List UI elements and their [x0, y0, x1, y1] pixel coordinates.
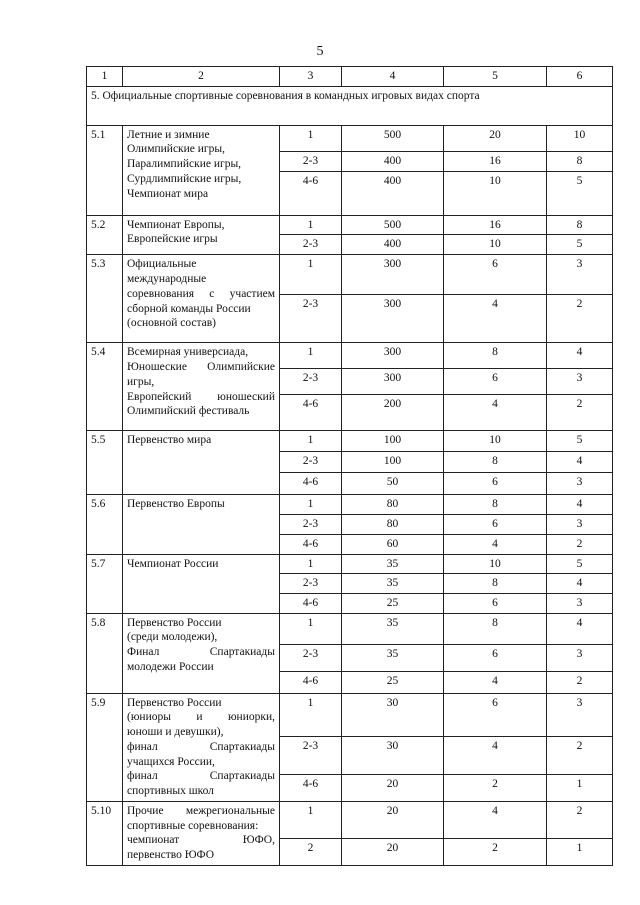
place-cell: 1: [280, 215, 342, 235]
competition-name-line: [127, 433, 275, 448]
competition-name: [123, 431, 280, 495]
table-row: [87, 613, 613, 644]
col6-cell: 5: [547, 431, 613, 452]
col5-cell: 8: [444, 613, 547, 644]
col5-cell: 6: [444, 255, 547, 295]
points-cell: 400: [342, 151, 444, 171]
col5-cell: 2: [444, 838, 547, 865]
item-number: 5.10: [87, 801, 123, 865]
word: соревнования: [127, 287, 195, 300]
col6-cell: 1: [547, 774, 613, 801]
points-cell: 30: [342, 736, 444, 774]
col6-cell: 1: [547, 838, 613, 865]
place-cell: 1: [280, 255, 342, 295]
competition-name-line: [127, 710, 275, 725]
word: Летние и зимние: [127, 128, 210, 141]
word: Чемпионат мира: [127, 187, 209, 200]
col6-cell: 5: [547, 171, 613, 215]
col5-cell: 4: [444, 395, 547, 431]
word: Первенство России: [127, 696, 222, 709]
place-cell: 4-6: [280, 395, 342, 431]
table-row: [87, 431, 613, 452]
word: Чемпионат России: [127, 557, 219, 570]
col6-cell: 10: [547, 125, 613, 151]
points-cell: 30: [342, 693, 444, 736]
table-row: [87, 801, 613, 838]
word: спортивные соревнования:: [127, 819, 259, 832]
column-header: 6: [547, 67, 613, 87]
word: Европейский: [127, 390, 192, 403]
competition-name-line: [127, 848, 275, 863]
word: учащихся России,: [127, 755, 215, 768]
place-cell: 4-6: [280, 594, 342, 614]
item-number: 5.9: [87, 693, 123, 801]
competition-name-line: [127, 360, 275, 375]
place-cell: 1: [280, 693, 342, 736]
competition-name-line: [127, 497, 275, 512]
word: Первенство мира: [127, 434, 212, 447]
col6-cell: 4: [547, 452, 613, 473]
col6-cell: 3: [547, 644, 613, 671]
word: Сурдлимпийские игры,: [127, 172, 242, 185]
item-number: 5.4: [87, 343, 123, 431]
col5-cell: 4: [444, 295, 547, 343]
word: межрегиональные: [185, 804, 275, 817]
item-number: 5.6: [87, 495, 123, 554]
place-cell: 1: [280, 431, 342, 452]
place-cell: 2-3: [280, 235, 342, 255]
points-cell: 35: [342, 644, 444, 671]
competition-name-line: [127, 172, 275, 187]
points-cell: 300: [342, 369, 444, 395]
competition-name: [123, 495, 280, 554]
competition-name-line: [127, 769, 275, 784]
points-cell: 50: [342, 473, 444, 495]
points-cell: 60: [342, 534, 444, 554]
word: (основной состав): [127, 317, 217, 330]
competition-name-line: [127, 257, 275, 272]
col6-cell: 4: [547, 613, 613, 644]
results-table: [86, 66, 613, 866]
word: Олимпийские игры,: [127, 143, 225, 156]
word: Олимпийский фестиваль: [127, 405, 250, 418]
word: и: [196, 711, 203, 724]
col5-cell: 10: [444, 171, 547, 215]
word: юношеский: [217, 390, 275, 403]
place-cell: 2-3: [280, 644, 342, 671]
competition-name: [123, 693, 280, 801]
competition-name-line: [127, 725, 275, 740]
col5-cell: 10: [444, 431, 547, 452]
table-row: [87, 693, 613, 736]
competition-name-line: [127, 157, 275, 172]
word: Спартакиады: [209, 740, 275, 753]
place-cell: 1: [280, 554, 342, 574]
col6-cell: 3: [547, 369, 613, 395]
competition-name-line: [127, 833, 275, 848]
word: участием: [229, 287, 275, 300]
word: ЮФО,: [242, 834, 275, 847]
table-row: [87, 255, 613, 295]
competition-name-line: [127, 287, 275, 302]
place-cell: 2-3: [280, 295, 342, 343]
place-cell: 1: [280, 125, 342, 151]
place-cell: 2-3: [280, 369, 342, 395]
place-cell: 4-6: [280, 671, 342, 693]
competition-name-line: [127, 784, 275, 799]
word: первенство ЮФО: [127, 848, 215, 861]
points-cell: 300: [342, 295, 444, 343]
place-cell: 2: [280, 838, 342, 865]
col6-cell: 8: [547, 151, 613, 171]
competition-name-line: [127, 645, 275, 660]
points-cell: 300: [342, 343, 444, 369]
competition-name-line: [127, 272, 275, 287]
word: Первенство России: [127, 616, 222, 629]
place-cell: 2-3: [280, 452, 342, 473]
word: Юношеские: [127, 361, 187, 374]
word: (среди молодежи),: [127, 631, 218, 644]
competition-name: [123, 613, 280, 693]
col6-cell: 2: [547, 736, 613, 774]
col6-cell: 4: [547, 574, 613, 594]
col6-cell: 2: [547, 671, 613, 693]
col6-cell: 2: [547, 801, 613, 838]
col6-cell: 2: [547, 395, 613, 431]
place-cell: 4-6: [280, 534, 342, 554]
competition-name-line: [127, 375, 275, 390]
points-cell: 20: [342, 838, 444, 865]
points-cell: 35: [342, 574, 444, 594]
word: Всемирная универсиада,: [127, 346, 249, 359]
competition-name-line: [127, 128, 275, 143]
item-number: 5.8: [87, 613, 123, 693]
col5-cell: 4: [444, 534, 547, 554]
table-row: [87, 495, 613, 515]
item-number: 5.7: [87, 554, 123, 613]
place-cell: 1: [280, 801, 342, 838]
word: Чемпионат Европы,: [127, 218, 225, 231]
competition-name: [123, 343, 280, 431]
col6-cell: 4: [547, 343, 613, 369]
col6-cell: 2: [547, 295, 613, 343]
competition-name-line: [127, 616, 275, 631]
place-cell: 1: [280, 343, 342, 369]
word: Олимпийские: [207, 361, 275, 374]
competition-name-line: [127, 142, 275, 157]
competition-name-line: [127, 755, 275, 770]
word: Прочие: [127, 804, 164, 817]
col5-cell: 20: [444, 125, 547, 151]
col6-cell: 3: [547, 515, 613, 535]
col5-cell: 10: [444, 554, 547, 574]
competition-name-line: [127, 740, 275, 755]
word: сборной команды России: [127, 302, 251, 315]
place-cell: 1: [280, 613, 342, 644]
competition-name: [123, 255, 280, 343]
competition-name-line: [127, 232, 275, 247]
col6-cell: 3: [547, 255, 613, 295]
col6-cell: 4: [547, 495, 613, 515]
col5-cell: 6: [444, 473, 547, 495]
competition-name-line: [127, 404, 275, 419]
col5-cell: 6: [444, 644, 547, 671]
item-number: 5.3: [87, 255, 123, 343]
item-number: 5.1: [87, 125, 123, 215]
table-row: [87, 554, 613, 574]
place-cell: 2-3: [280, 515, 342, 535]
competition-name-line: [127, 630, 275, 645]
column-header: 4: [342, 67, 444, 87]
section-title: 5. Официальные спортивные соревнования в командных игровых видах спорта: [87, 86, 613, 125]
col6-cell: 2: [547, 534, 613, 554]
competition-name: [123, 215, 280, 255]
place-cell: 2-3: [280, 151, 342, 171]
col5-cell: 6: [444, 369, 547, 395]
place-cell: 1: [280, 495, 342, 515]
word: международные: [127, 273, 207, 286]
word: Спартакиады: [209, 646, 275, 659]
item-number: 5.5: [87, 431, 123, 495]
points-cell: 400: [342, 171, 444, 215]
competition-name: [123, 125, 280, 215]
col6-cell: 3: [547, 693, 613, 736]
word: Официальные: [127, 258, 197, 271]
place-cell: 4-6: [280, 774, 342, 801]
word: юноши и девушки),: [127, 726, 224, 739]
points-cell: 200: [342, 395, 444, 431]
column-header: 1: [87, 67, 123, 87]
col6-cell: 8: [547, 215, 613, 235]
word: с: [209, 287, 215, 300]
competition-name-line: [127, 660, 275, 675]
col5-cell: 8: [444, 343, 547, 369]
competition-name: [123, 554, 280, 613]
points-cell: 80: [342, 495, 444, 515]
points-cell: 400: [342, 235, 444, 255]
col5-cell: 6: [444, 515, 547, 535]
word: молодежи России: [127, 660, 214, 673]
col5-cell: 8: [444, 574, 547, 594]
competition-name-line: [127, 218, 275, 233]
word: Финал: [127, 646, 160, 659]
points-cell: 100: [342, 452, 444, 473]
word: Спартакиады: [209, 770, 275, 783]
points-cell: 500: [342, 215, 444, 235]
col6-cell: 5: [547, 554, 613, 574]
points-cell: 80: [342, 515, 444, 535]
place-cell: 4-6: [280, 171, 342, 215]
col5-cell: 10: [444, 235, 547, 255]
points-cell: 35: [342, 554, 444, 574]
competition-name-line: [127, 187, 275, 202]
col6-cell: 3: [547, 473, 613, 495]
points-cell: 25: [342, 594, 444, 614]
word: юниорки,: [227, 711, 275, 724]
competition-name-line: [127, 804, 275, 819]
col5-cell: 4: [444, 736, 547, 774]
word: (юниоры: [127, 711, 171, 724]
section-row: [87, 86, 613, 125]
competition-name-line: [127, 302, 275, 317]
table-row: [87, 125, 613, 151]
points-cell: 300: [342, 255, 444, 295]
points-cell: 500: [342, 125, 444, 151]
col5-cell: 2: [444, 774, 547, 801]
item-number: 5.2: [87, 215, 123, 255]
word: Паралимпийские игры,: [127, 158, 242, 171]
col6-cell: 3: [547, 594, 613, 614]
word: Европейские игры: [127, 233, 218, 246]
place-cell: 2-3: [280, 736, 342, 774]
place-cell: 4-6: [280, 473, 342, 495]
page-number: 5: [316, 44, 324, 59]
points-cell: 25: [342, 671, 444, 693]
table-row: [87, 215, 613, 235]
word: финал: [127, 770, 158, 783]
points-cell: 20: [342, 801, 444, 838]
col6-cell: 5: [547, 235, 613, 255]
column-header: 3: [280, 67, 342, 87]
col5-cell: 6: [444, 693, 547, 736]
competition-name-line: [127, 316, 275, 331]
word: спортивных школ: [127, 785, 214, 798]
column-header: 2: [123, 67, 280, 87]
points-cell: 20: [342, 774, 444, 801]
word: игры,: [127, 375, 155, 388]
col5-cell: 8: [444, 495, 547, 515]
col5-cell: 4: [444, 801, 547, 838]
col5-cell: 6: [444, 594, 547, 614]
col5-cell: 4: [444, 671, 547, 693]
word: Первенство Европы: [127, 498, 225, 511]
competition-name-line: [127, 819, 275, 834]
competition-name-line: [127, 390, 275, 405]
col5-cell: 16: [444, 151, 547, 171]
points-cell: 35: [342, 613, 444, 644]
word: чемпионат: [127, 834, 180, 847]
column-header-row: [87, 67, 613, 87]
column-header: 5: [444, 67, 547, 87]
points-cell: 100: [342, 431, 444, 452]
competition-name: [123, 801, 280, 865]
col5-cell: 16: [444, 215, 547, 235]
table-row: [87, 343, 613, 369]
place-cell: 2-3: [280, 574, 342, 594]
competition-name-line: [127, 557, 275, 572]
competition-name-line: [127, 345, 275, 360]
col5-cell: 8: [444, 452, 547, 473]
competition-name-line: [127, 696, 275, 711]
word: финал: [127, 740, 158, 753]
